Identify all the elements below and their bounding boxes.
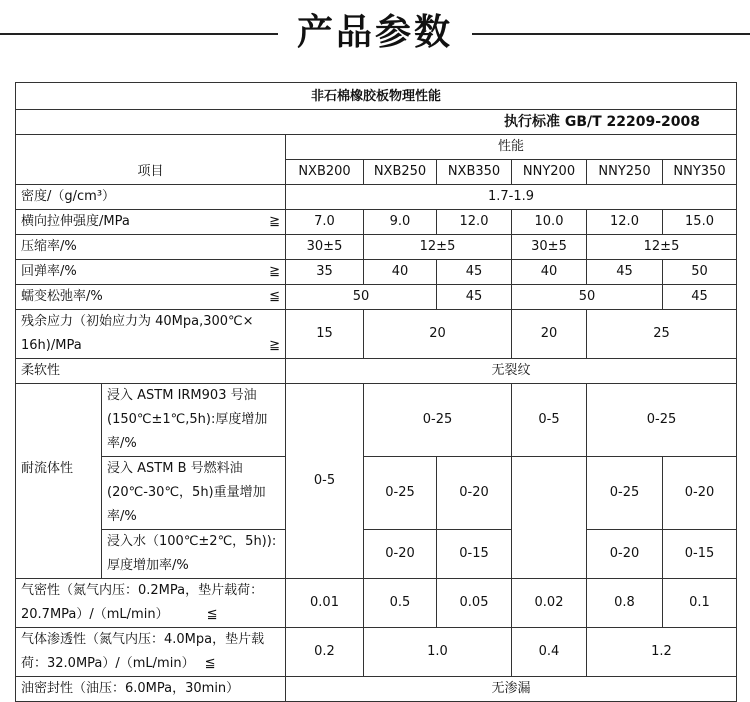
cell-value: 12±5 [587,235,737,260]
row-label: 回弹率/% [21,264,77,279]
cell-value: 12±5 [364,235,512,260]
cell-value: 0.5 [364,579,437,628]
model-header: NXB350 [437,160,512,185]
cell-value: 30±5 [286,235,364,260]
cell-value: 0-20 [364,530,437,579]
empty-cell [16,530,102,579]
sub-label: 厚度增加率/% [107,558,189,573]
row-label: 横向拉伸强度/MPa [21,214,130,229]
cell-value: 50 [286,285,437,310]
cell-value: 15 [286,310,364,359]
comparison-sign: ≦ [269,289,280,304]
page-title: 产品参数 [296,12,453,53]
cell-value: 0-25 [587,384,737,457]
gas-permeability-row [16,628,737,677]
cell-value: 45 [587,260,663,285]
sub-label-cell [102,457,286,530]
cell-value: 15.0 [663,210,737,235]
performance-header: 性能 [286,135,737,160]
fluid-water-row [16,530,737,579]
sub-label-cell [102,530,286,579]
comparison-sign: ≧ [269,214,280,229]
cell-value: 0-25 [364,384,512,457]
cell-value: 20 [512,310,587,359]
cell-value: 35 [286,260,364,285]
empty-cell [16,384,102,457]
residual-stress-row [16,310,737,359]
creep-row [16,285,737,310]
cell-value: 1.2 [587,628,737,677]
cell-value: 20 [364,310,512,359]
cell-value: 40 [512,260,587,285]
cell-value: 45 [437,260,512,285]
row-label: 残余应力（初始应力为 40Mpa,300℃× [21,314,254,329]
row-label: 蠕变松弛率/% [21,289,103,304]
cell-value: 7.0 [286,210,364,235]
cell-value: 25 [587,310,737,359]
empty-cell [512,457,587,530]
model-header: NNY350 [663,160,737,185]
cell-value: 0.8 [587,579,663,628]
row-label: 气体渗透性（氮气内压：4.0Mpa，垫片载 [21,632,265,647]
sub-label: 浸入 ASTM IRM903 号油 [107,388,257,403]
item-header: 项目 [16,135,286,185]
row-label-cell [16,628,286,677]
cell-value: 0-20 [663,457,737,530]
cell-value: 0.05 [437,579,512,628]
compression-row [16,235,737,260]
cell-value: 0.02 [512,579,587,628]
cell-value: 1.7-1.9 [286,185,737,210]
sub-label: 率/% [107,436,137,451]
comparison-sign: ≦ [204,656,216,671]
table-title-row [16,83,737,110]
sub-label: 浸入 ASTM B 号燃料油 [107,461,243,476]
row-label: 荷：32.0MPa）/（mL/min） [21,656,195,671]
sub-label: (20℃-30℃，5h)重量增加 [107,485,266,500]
row-label-cell [16,210,286,235]
fluid-irm903-row [16,384,737,457]
header-right-rule [472,33,750,35]
comparison-sign: ≧ [269,264,280,279]
empty-cell [512,530,587,579]
row-label: 气密性（氮气内压：0.2MPa，垫片载荷： [21,583,264,598]
sub-label: 率/% [107,509,137,524]
cell-value: 0-20 [437,457,512,530]
cell-value: 0.1 [663,579,737,628]
cell-value: 50 [663,260,737,285]
tensile-row [16,210,737,235]
section-header [0,0,750,70]
cell-value: 无渗漏 [286,677,737,702]
cell-value: 0-15 [663,530,737,579]
cell-value: 0-5 [286,384,364,579]
cell-value: 0.2 [286,628,364,677]
model-header: NNY250 [587,160,663,185]
row-label: 耐流体性 [16,457,102,530]
gas-tightness-row [16,579,737,628]
cell-value: 45 [437,285,512,310]
row-label: 油密封性（油压：6.0MPa，30min） [16,677,286,702]
cell-value: 0-5 [512,384,587,457]
oil-seal-row [16,677,737,702]
cell-value: 12.0 [587,210,663,235]
cell-value: 9.0 [364,210,437,235]
rebound-row [16,260,737,285]
cell-value: 0-15 [437,530,512,579]
row-label: 密度/（g/cm³） [16,185,286,210]
sub-label: 浸入水（100℃±2℃，5h)): [107,534,277,549]
cell-value: 0-25 [587,457,663,530]
cell-value: 0-20 [587,530,663,579]
density-row [16,185,737,210]
comparison-sign: ≧ [269,338,280,353]
cell-value: 50 [512,285,663,310]
header-left-rule [0,33,278,35]
row-label-cell [16,285,286,310]
row-label: 16h)/MPa [21,338,82,353]
sub-label-cell [102,384,286,457]
table-title: 非石棉橡胶板物理性能 [16,83,737,110]
model-header: NNY200 [512,160,587,185]
cell-value: 30±5 [512,235,587,260]
row-label: 柔软性 [16,359,286,384]
row-label-cell [16,260,286,285]
row-label-cell [16,310,286,359]
cell-value: 0-25 [364,457,437,530]
row-label-cell [16,579,286,628]
comparison-sign: ≦ [206,607,218,622]
cell-value: 45 [663,285,737,310]
cell-value: 0.01 [286,579,364,628]
cell-value: 40 [364,260,437,285]
cell-value: 1.0 [364,628,512,677]
row-label: 20.7MPa）/（mL/min） [21,607,169,622]
standard-label: 执行标准 GB/T 22209-2008 [16,110,737,135]
standard-row [16,110,737,135]
cell-value: 12.0 [437,210,512,235]
header-row [16,135,737,160]
flexibility-row [16,359,737,384]
cell-value: 10.0 [512,210,587,235]
fluid-fuel-row [16,457,737,530]
sub-label: (150℃±1℃,5h):厚度增加 [107,412,268,427]
cell-value: 无裂纹 [286,359,737,384]
model-header: NXB250 [364,160,437,185]
row-label: 压缩率/% [16,235,286,260]
spec-table [15,82,737,702]
model-header: NXB200 [286,160,364,185]
cell-value: 0.4 [512,628,587,677]
